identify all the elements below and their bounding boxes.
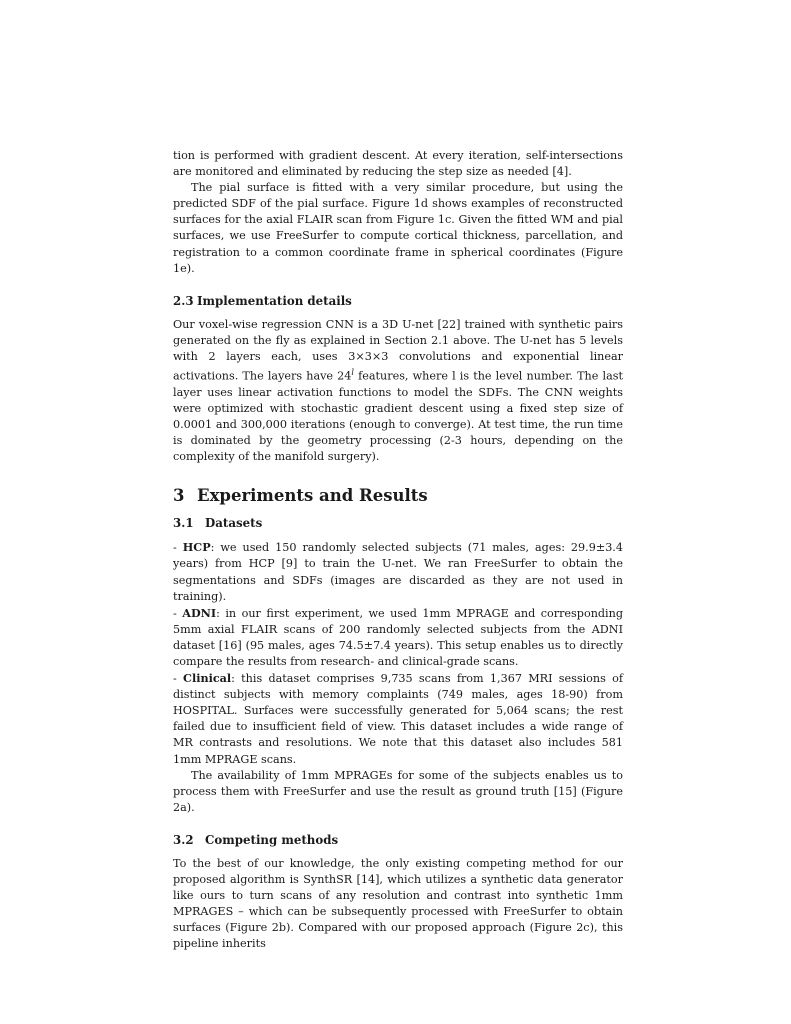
datasets-closing-paragraph: The availability of 1mm MPRAGEs for some of the subjects enables us to process them with FreeSurfer and use the result as ground truth [15] (Figure 2a). [173,768,623,814]
intro-paragraph-1: tion is performed with gradient descent. At every iteration, self-intersections are monitored and eliminated by reducing the step size as needed [4]. [173,149,623,179]
section-title: Competing methods [205,832,339,847]
dataset-hcp [173,539,623,604]
intro-paragraph-2: The pial surface is fitted with a very similar procedure, but using the predicted SDF of the pial surface. Figure 1d shows examples of reconstructed surfaces for the axial FLAIR scan from Figure 1c. Given the fitted WM and pial surfaces, we use FreeSurfer to compute cortical thickness, parcellation, and registration to a common coordinate frame in spherical coordinates (Figure 1e). [173,181,623,275]
text-segment: features, where l is the level number. The last layer uses linear activation functions to model the SDFs. The CNN weights were optimized with stochastic gradient descent using a fixed step size of 0.0001 and 300,000 iterations (enough to converge). At test time, the run time is dominated by the geometry processing (2-3 hours, depending on the complexity of the manifold surgery). [173,369,623,464]
section-3-1-heading [173,515,623,531]
superscript: l [351,368,354,378]
section-2-3-heading [173,293,623,309]
page-body [173,148,623,952]
section-3-2-heading [173,832,623,848]
section-2-3-paragraph [173,317,623,466]
dataset-label: ADNI [182,605,217,620]
dataset-label: HCP [182,540,211,555]
section-number: 3.1 [173,516,194,531]
dataset-text: : this dataset comprises 9,735 scans from 1,367 MRI sessions of distinct subjects with memory complaints (749 males, ages 18-90) from HOSPITAL. Surfaces were successfully generated for 5,064 scans; the rest failed due to insufficient field of view. This dataset includes a wide range of MR contrasts and resolutions. We note that this dataset also includes 581 1mm MPRAGE scans. [173,672,623,766]
section-number: 3 [173,486,185,506]
dataset-text: : in our first experiment, we used 1mm MPRAGE and corresponding 5mm axial FLAIR scans of 200 randomly selected subjects from the ADNI dataset [16] (95 males, ages 74.5±7.4 years). This setup enables us to directly compare the results from research- and clinical-grade scans. [173,606,623,668]
dash: - [173,606,183,620]
section-3-2-paragraph: To the best of our knowledge, the only existing competing method for our proposed algorithm is SynthSR [14], which utilizes a synthetic data generator like ours to turn scans of any resolution and contrast into synthetic 1mm MPRAGES – which can be subsequently processed with FreeSurfer to obtain surfaces (Figure 2b). Compared with our proposed approach (Figure 2c), this pipeline inherits [173,856,623,951]
dataset-clinical [173,670,623,768]
section-title: Experiments and Results [197,486,428,506]
dataset-text: : we used 150 randomly selected subjects (71 males, ages: 29.9±3.4 years) from HCP [9] to train the U-net. We ran FreeSurfer to obtain the segmentations and SDFs (images are discarded as they are not used in training). [173,541,623,603]
dash: - [173,541,183,555]
section-3-heading [173,485,623,507]
section-title: Datasets [205,516,263,531]
text-segment: Our voxel-wise regression CNN is a 3D U-net [22] trained with synthetic pairs generated on the fly as explained in Section 2.1 above. The U-net has 5 levels with 2 layers each, uses 3×3×3 convolutions and exponential linear activations. The layers have 24 [173,317,623,383]
dataset-label: Clinical [183,671,232,686]
dataset-adni [173,605,623,670]
section-title: Implementation details [197,293,352,308]
section-number: 3.2 [173,832,194,847]
section-number: 2.3 [173,293,194,308]
dash: - [173,672,184,686]
